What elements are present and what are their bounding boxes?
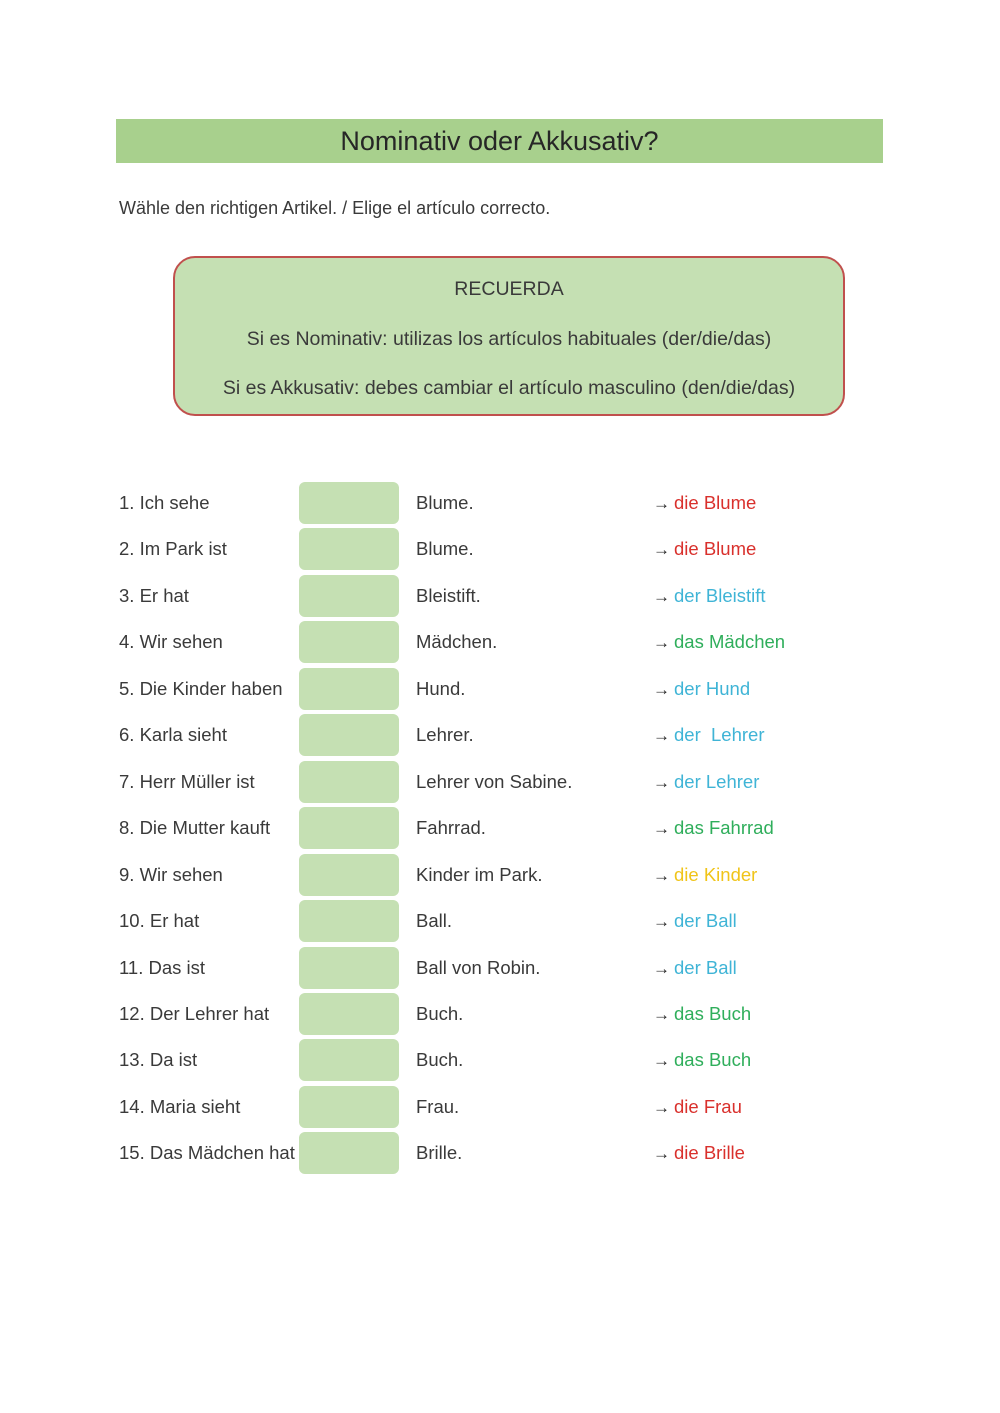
exercise-row (0, 480, 1000, 526)
article-hint (653, 898, 737, 945)
sentence-start: 2. Im Park ist (119, 538, 227, 560)
exercise-row (0, 759, 1000, 805)
answer-drop-box[interactable] (299, 900, 399, 942)
sentence-end: Frau. (416, 1095, 460, 1117)
sentence-start: 8. Die Mutter kauft (119, 817, 271, 839)
article-hint (653, 619, 785, 666)
article-hint-text: das Buch (674, 1049, 752, 1071)
answer-drop-box[interactable] (299, 854, 399, 896)
answer-drop-box[interactable] (299, 993, 399, 1035)
article-hint-text: die Blume (674, 538, 757, 560)
arrow-right-icon: → (653, 679, 670, 699)
answer-drop-box[interactable] (299, 1039, 399, 1081)
article-hint (653, 852, 757, 899)
sentence-end: Brille. (416, 1142, 463, 1164)
article-hint-text: der Ball (674, 956, 737, 978)
article-hint-text: der Lehrer (674, 770, 760, 792)
exercise-row (0, 805, 1000, 851)
instructions: Wähle den richtigen Artikel. / Elige el artículo correcto. (119, 198, 551, 218)
reminder-heading: RECUERDA (454, 278, 564, 300)
sentence-start: 5. Die Kinder haben (119, 677, 283, 699)
sentence-end: Ball. (416, 910, 452, 932)
exercise-row (0, 526, 1000, 572)
reminder-akkusativ-rule: Si es Akkusativ: debes cambiar el artículo masculino (den/die/das) (222, 377, 796, 399)
sentence-end: Bleistift. (416, 584, 481, 606)
article-hint (653, 1037, 751, 1084)
sentence-end: Fahrrad. (416, 817, 486, 839)
article-hint-text: der Lehrer (674, 724, 765, 746)
sentence-end: Hund. (416, 677, 466, 699)
exercise-row (0, 573, 1000, 619)
sentence-start: 9. Wir sehen (119, 863, 223, 885)
reminder-box (173, 256, 845, 416)
answer-drop-box[interactable] (299, 807, 399, 849)
article-hint-text: der Ball (674, 910, 737, 932)
answer-drop-box[interactable] (299, 621, 399, 663)
article-hint (653, 666, 750, 713)
title-bar (116, 119, 883, 163)
exercise-row (0, 1084, 1000, 1130)
arrow-right-icon: → (653, 1004, 670, 1024)
arrow-right-icon: → (653, 1144, 670, 1164)
exercise-row (0, 1037, 1000, 1083)
sentence-start: 7. Herr Müller ist (119, 770, 255, 792)
article-hint-text: die Frau (674, 1095, 742, 1117)
sentence-end: Blume. (416, 538, 474, 560)
exercise-row (0, 991, 1000, 1037)
article-hint-text: der Hund (674, 677, 751, 699)
answer-drop-box[interactable] (299, 528, 399, 570)
arrow-right-icon: → (653, 540, 670, 560)
sentence-end: Buch. (416, 1002, 464, 1024)
sentence-start: 12. Der Lehrer hat (119, 1002, 270, 1024)
article-hint (653, 805, 774, 852)
sentence-start: 1. Ich sehe (119, 492, 210, 513)
arrow-right-icon: → (653, 772, 670, 792)
exercise-row (0, 945, 1000, 991)
answer-drop-box[interactable] (299, 761, 399, 803)
sentence-start: 11. Das ist (119, 956, 206, 978)
sentence-start: 10. Er hat (119, 910, 200, 932)
arrow-right-icon: → (653, 865, 670, 885)
sentence-end: Ball von Robin. (416, 956, 541, 978)
article-hint (653, 759, 759, 806)
arrow-right-icon: → (653, 586, 670, 606)
arrow-right-icon: → (653, 1051, 670, 1071)
sentence-end: Lehrer. (416, 724, 474, 746)
sentence-start: 14. Maria sieht (119, 1095, 241, 1117)
exercise-row (0, 666, 1000, 712)
arrow-right-icon: → (653, 819, 670, 839)
article-hint (653, 480, 756, 527)
article-hint (653, 991, 751, 1038)
sentence-end: Buch. (416, 1049, 464, 1071)
article-hint-text: die Kinder (674, 863, 758, 885)
article-hint (653, 712, 765, 759)
article-hint (653, 1130, 745, 1177)
answer-drop-box[interactable] (299, 947, 399, 989)
arrow-right-icon: → (653, 633, 670, 653)
exercise-row (0, 619, 1000, 665)
exercise-row (0, 898, 1000, 944)
article-hint (653, 526, 756, 573)
sentence-start: 3. Er hat (119, 584, 189, 606)
arrow-right-icon: → (653, 1097, 670, 1117)
sentence-start: 6. Karla sieht (119, 724, 227, 746)
article-hint-text: die Blume (674, 492, 757, 513)
arrow-right-icon: → (653, 726, 670, 746)
sentence-start: 13. Da ist (119, 1049, 198, 1071)
arrow-right-icon: → (653, 494, 670, 513)
reminder-nominativ-rule: Si es Nominativ: utilizas los artículos habituales (der/die/das) (246, 328, 772, 350)
exercise-row (0, 712, 1000, 758)
sentence-end: Mädchen. (416, 631, 498, 653)
exercise-row (0, 1130, 1000, 1176)
article-hint (653, 573, 766, 620)
sentence-end: Lehrer von Sabine. (416, 770, 573, 792)
article-hint-text: der Bleistift (674, 584, 766, 606)
sentence-start: 4. Wir sehen (119, 631, 223, 653)
answer-drop-box[interactable] (299, 714, 399, 756)
sentence-start: 15. Das Mädchen hat (119, 1142, 295, 1164)
article-hint-text: das Mädchen (674, 631, 786, 653)
page-title: Nominativ oder Akkusativ? (340, 125, 659, 156)
sentence-end: Kinder im Park. (416, 863, 543, 885)
exercise-row (0, 852, 1000, 898)
answer-drop-box[interactable] (299, 1086, 399, 1128)
sentence-end: Blume. (416, 492, 474, 513)
article-hint (653, 945, 737, 992)
answer-drop-box[interactable] (299, 668, 399, 710)
article-hint-text: das Buch (674, 1002, 752, 1024)
answer-drop-box[interactable] (299, 482, 399, 524)
answer-drop-box[interactable] (299, 1132, 399, 1174)
arrow-right-icon: → (653, 958, 670, 978)
arrow-right-icon: → (653, 912, 670, 932)
article-hint-text: die Brille (674, 1142, 745, 1164)
answer-drop-box[interactable] (299, 575, 399, 617)
article-hint (653, 1084, 742, 1131)
article-hint-text: das Fahrrad (674, 817, 774, 839)
